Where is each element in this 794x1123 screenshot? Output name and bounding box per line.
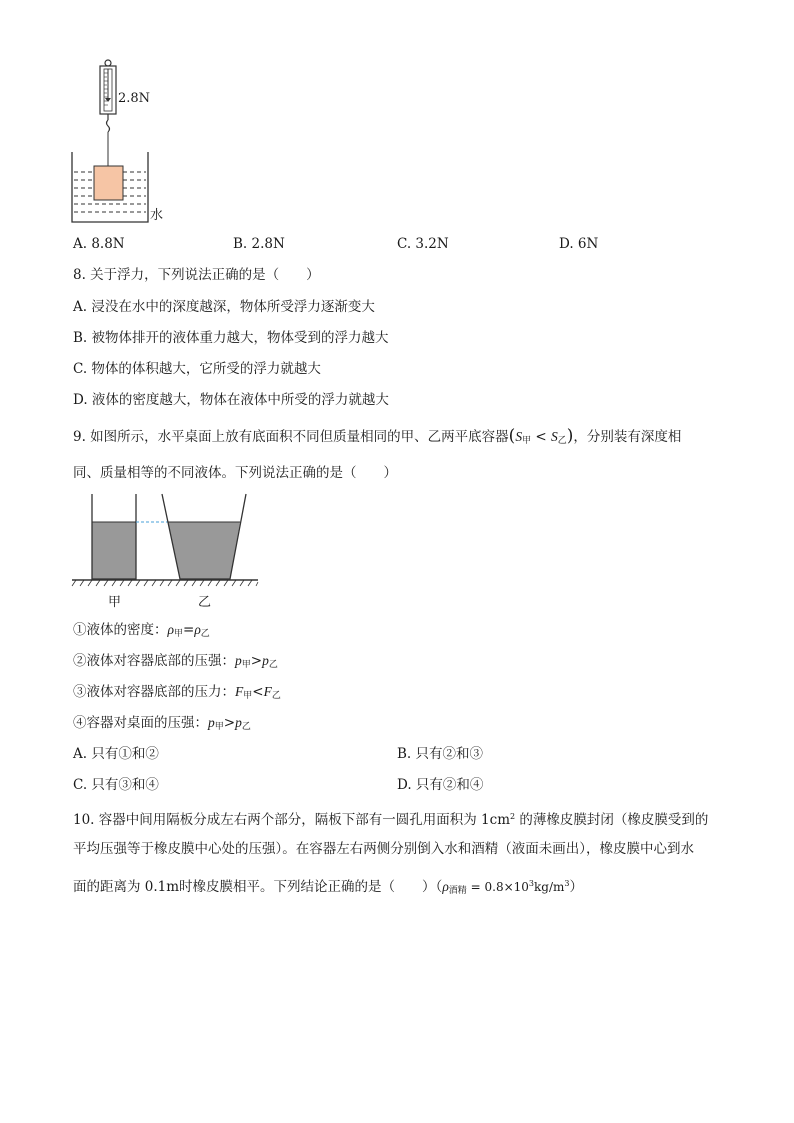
q9-stem-line1: 9. 如图所示，水平桌面上放有底面积不同但质量相同的甲、乙两平底容器$(S_甲 < S_乙)$，分别装有深度相 [73,426,682,446]
q8-option-c[interactable]: C. 物体的体积越大，它所受的浮力就越大 [73,361,321,377]
q7-option-a[interactable]: A. 8.8N [73,236,125,252]
q7-option-c[interactable]: C. 3.2N [397,236,449,252]
q9-option-d[interactable]: D. 只有②和④ [397,777,484,793]
liquid-label: 水 [150,208,164,223]
q8-stem: 8. 关于浮力，下列说法正确的是（ ） [73,267,320,283]
scale-reading: 2.8N [118,91,151,106]
q9-option-a[interactable]: A. 只有①和② [73,746,159,762]
q8-option-d[interactable]: D. 液体的密度越大，物体在液体中所受的浮力就越大 [73,392,389,408]
container-label-right: 乙 [198,595,212,610]
q9-statement-4: ④容器对桌面的压强：$p_甲>p_乙$ [73,715,251,732]
q9-statement-2: ②液体对容器底部的压强：$p_甲>p_乙$ [73,653,278,670]
q10-stem-line1: 10. 容器中间用隔板分成左右两个部分，隔板下部有一圆孔用面积为 $1cm^2$ 的薄橡皮膜封闭（橡皮膜受到的 [73,812,709,828]
q9-stem-line2: 同、质量相等的不同液体。下列说法正确的是（ ） [73,465,397,481]
q9-option-b[interactable]: B. 只有②和③ [397,746,484,762]
q9-statement-1: ①液体的密度：$\rho_甲=\rho_乙$ [73,622,210,639]
q10-stem-line3: 面的距离为 0.1m时橡皮膜相平。下列结论正确的是（ ）$(\rho_{酒精} = 0.8\times 10^3kg/m^3)$ [73,879,583,896]
q8-option-a[interactable]: A. 浸没在水中的深度越深，物体所受浮力逐渐变大 [73,299,375,315]
q10-stem-line2: 平均压强等于橡皮膜中心处的压强）。在容器左右两侧分别倒入水和酒精（液面未画出），橡皮膜中心到水 [73,841,694,857]
q7-option-d[interactable]: D. 6N [559,236,599,252]
containers-figure [70,492,265,592]
q8-option-b[interactable]: B. 被物体排开的液体重力越大，物体受到的浮力越大 [73,330,389,346]
spring-scale-figure [60,58,170,226]
container-label-left: 甲 [108,595,122,610]
q7-option-b[interactable]: B. 2.8N [233,236,285,252]
q9-statement-3: ③液体对容器底部的压力：$F_甲<F_乙$ [73,684,281,701]
q9-option-c[interactable]: C. 只有③和④ [73,777,159,793]
